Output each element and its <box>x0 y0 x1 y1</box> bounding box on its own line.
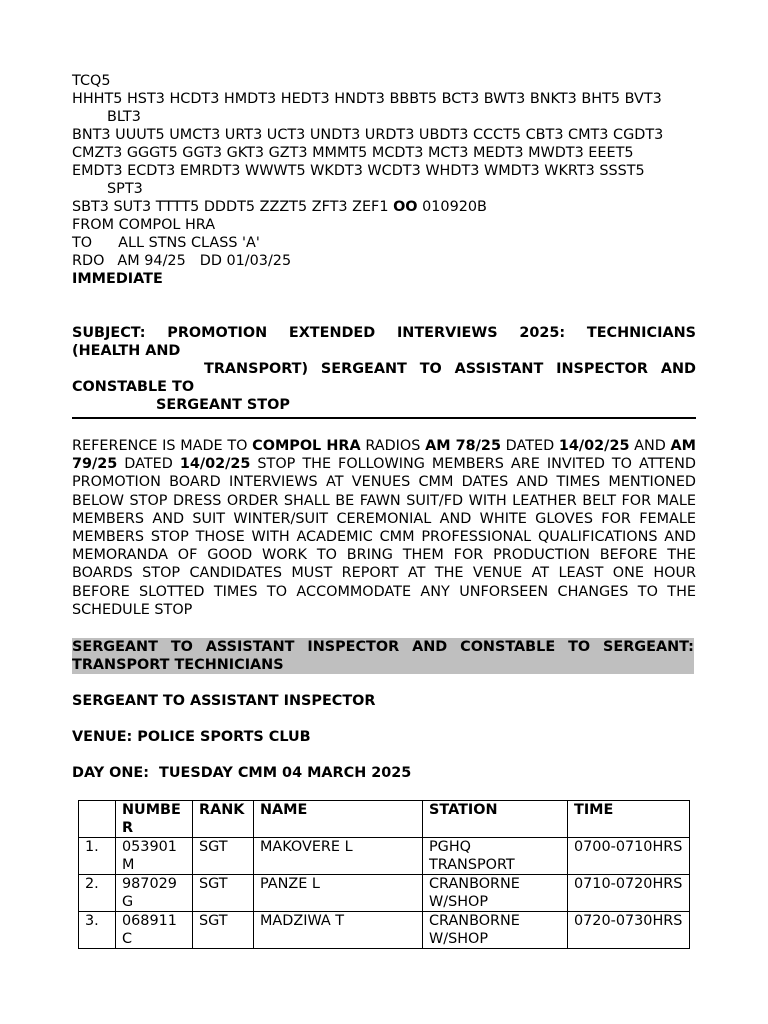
to-label: TO <box>72 235 93 251</box>
routing-line-1: TCQ5 <box>72 73 111 89</box>
rdo-label: RDO <box>72 253 105 269</box>
day-heading: DAY ONE: TUESDAY CMM 04 MARCH 2025 <box>72 765 412 782</box>
routing-line-3: BNT3 UUUT5 UMCT3 URT3 UCT3 UNDT3 URDT3 UBDT3 CCCT5 CBT3 CMT3 CGDT3 <box>72 127 664 143</box>
section-word: SERGEANT: <box>603 639 694 656</box>
section-word: AND <box>412 639 448 656</box>
dtg: 010920B <box>417 199 487 215</box>
col-header-index <box>79 801 116 838</box>
row-rank: SGT <box>193 838 254 875</box>
row-time: 0710-0720HRS <box>568 875 690 912</box>
col-header-time: TIME <box>568 801 690 838</box>
body-text: DATED <box>500 438 559 454</box>
to-value: ALL STNS CLASS 'A' <box>118 235 260 251</box>
section-word: INSPECTOR <box>307 639 400 656</box>
row-rank: SGT <box>193 912 254 949</box>
subject-line-4: CONSTABLE TO <box>72 379 195 395</box>
body-text: DATED <box>117 456 180 473</box>
row-number: 987029G <box>116 875 193 912</box>
row-name: PANZE L <box>254 875 423 912</box>
subject-word: AND <box>660 361 696 377</box>
subject-line-2: (HEALTH AND <box>72 343 181 359</box>
body-text: RADIOS <box>360 438 426 454</box>
document-page <box>72 72 696 782</box>
routing-line-5: EMDT3 ECDT3 EMRDT3 WWWT5 WKDT3 WCDT3 WHDT3 WMDT3 WKRT3 SSST5 <box>72 163 645 179</box>
body-bold: 14/02/25 <box>558 438 630 454</box>
subject-line-3 <box>72 360 696 378</box>
row-name: MADZIWA T <box>254 912 423 949</box>
rdo-am: AM 94/25 <box>117 253 186 269</box>
schedule-table <box>78 800 690 949</box>
table-row <box>79 875 690 912</box>
row-name: MAKOVERE L <box>254 838 423 875</box>
row-rank: SGT <box>193 875 254 912</box>
body-text: STOP THE FOLLOWING MEMBERS ARE INVITED TO ATTEND PROMOTION BOARD INTERVIEWS AT VENUES CMM DATES AND TIMES MENTIONED BELOW STOP DRESS ORDER SHALL BE FAWN SUIT/FD WITH LEATHER BELT FOR MALE MEMBERS AND SUIT WINTER/SUIT CEREMONIAL AND WHITE GLOVES FOR FEMALE MEMBERS STOP THOSE WITH ACADEMIC CMM PROFESSIONAL QUALIFICATIONS AND MEMORANDA OF GOOD WORK TO BRING THEM FOR PRODUCTION BEFORE THE BOARDS STOP CANDIDATES MUST REPORT AT THE VENUE AT LEAST ONE HOUR BEFORE SLOTTED TIMES TO ACCOMMODATE ANY UNFORSEEN CHANGES TO THE SCHEDULE STOP <box>72 456 696 618</box>
subject-word: TO <box>419 361 442 377</box>
subject-line-5: SERGEANT STOP <box>156 397 290 413</box>
section-word: SERGEANT <box>72 639 158 656</box>
subject-word: 2025: <box>519 325 566 341</box>
body-bold: 14/02/25 <box>179 456 251 473</box>
col-header-name: NAME <box>254 801 423 838</box>
body-bold: COMPOL HRA <box>252 438 361 454</box>
row-number: 053901M <box>116 838 193 875</box>
table-header-row <box>79 801 690 838</box>
body-bold: AM 79/25 <box>72 438 697 473</box>
col-header-rank: RANK <box>193 801 254 838</box>
rank-heading: SERGEANT TO ASSISTANT INSPECTOR <box>72 693 376 710</box>
routing-line-2-cont: BLT3 <box>107 109 141 125</box>
to-line <box>72 234 696 252</box>
routing-line-2: HHHT5 HST3 HCDT3 HMDT3 HEDT3 HNDT3 BBBT5 BCT3 BWT3 BNKT3 BHT5 BVT3 <box>72 91 662 107</box>
routing-line-6-pre: SBT3 SUT3 TTTT5 DDDT5 ZZZT5 ZFT3 ZEF1 <box>72 199 394 215</box>
row-number: 068911C <box>116 912 193 949</box>
section-word: TO <box>170 639 193 656</box>
routing-line-5-cont: SPT3 <box>107 181 143 197</box>
row-time: 0720-0730HRS <box>568 912 690 949</box>
subject-word: TRANSPORT) <box>204 361 309 377</box>
table-row <box>79 838 690 875</box>
section-word: TO <box>568 639 591 656</box>
row-station: CRANBORNE W/SHOP <box>423 912 568 949</box>
section-word: ASSISTANT <box>205 639 295 656</box>
subject-word: TECHNICIANS <box>586 325 696 341</box>
body-text: AND <box>629 438 671 454</box>
subject-block <box>72 324 696 414</box>
section-heading <box>72 638 694 674</box>
subject-word: EXTENDED <box>288 325 376 341</box>
from-line: FROM COMPOL HRA <box>72 217 216 233</box>
venue-heading: VENUE: POLICE SPORTS CLUB <box>72 729 311 746</box>
subject-word: PROMOTION <box>167 325 268 341</box>
body-text: REFERENCE IS MADE TO <box>72 438 253 454</box>
body-paragraph <box>72 437 696 619</box>
row-station: PGHQ TRANSPORT <box>423 838 568 875</box>
subject-line-1 <box>72 324 696 342</box>
body-bold: AM 78/25 <box>425 438 501 454</box>
subject-word: SERGEANT <box>320 361 407 377</box>
section-heading-line-2: TRANSPORT TECHNICIANS <box>72 657 284 674</box>
precedence-code: OO <box>393 199 418 215</box>
row-index: 2. <box>79 875 116 912</box>
col-header-number: NUMBER <box>116 801 193 838</box>
subject-divider <box>72 417 696 419</box>
rdo-line <box>72 252 696 270</box>
subject-word: SUBJECT: <box>72 325 146 341</box>
priority-label: IMMEDIATE <box>72 271 163 287</box>
row-time: 0700-0710HRS <box>568 838 690 875</box>
row-station: CRANBORNE W/SHOP <box>423 875 568 912</box>
table-row <box>79 912 690 949</box>
row-index: 1. <box>79 838 116 875</box>
row-index: 3. <box>79 912 116 949</box>
subject-word: INSPECTOR <box>556 361 648 377</box>
rdo-dd: DD 01/03/25 <box>199 253 292 269</box>
section-heading-line-1 <box>72 638 694 656</box>
col-header-station: STATION <box>423 801 568 838</box>
subject-word: ASSISTANT <box>454 361 544 377</box>
routing-line-6 <box>72 198 696 216</box>
routing-block <box>72 72 696 288</box>
routing-line-4: CMZT3 GGGT5 GGT3 GKT3 GZT3 MMMT5 MCDT3 MCT3 MEDT3 MWDT3 EEET5 <box>72 145 634 161</box>
subject-word: INTERVIEWS <box>396 325 498 341</box>
section-word: CONSTABLE <box>460 639 556 656</box>
